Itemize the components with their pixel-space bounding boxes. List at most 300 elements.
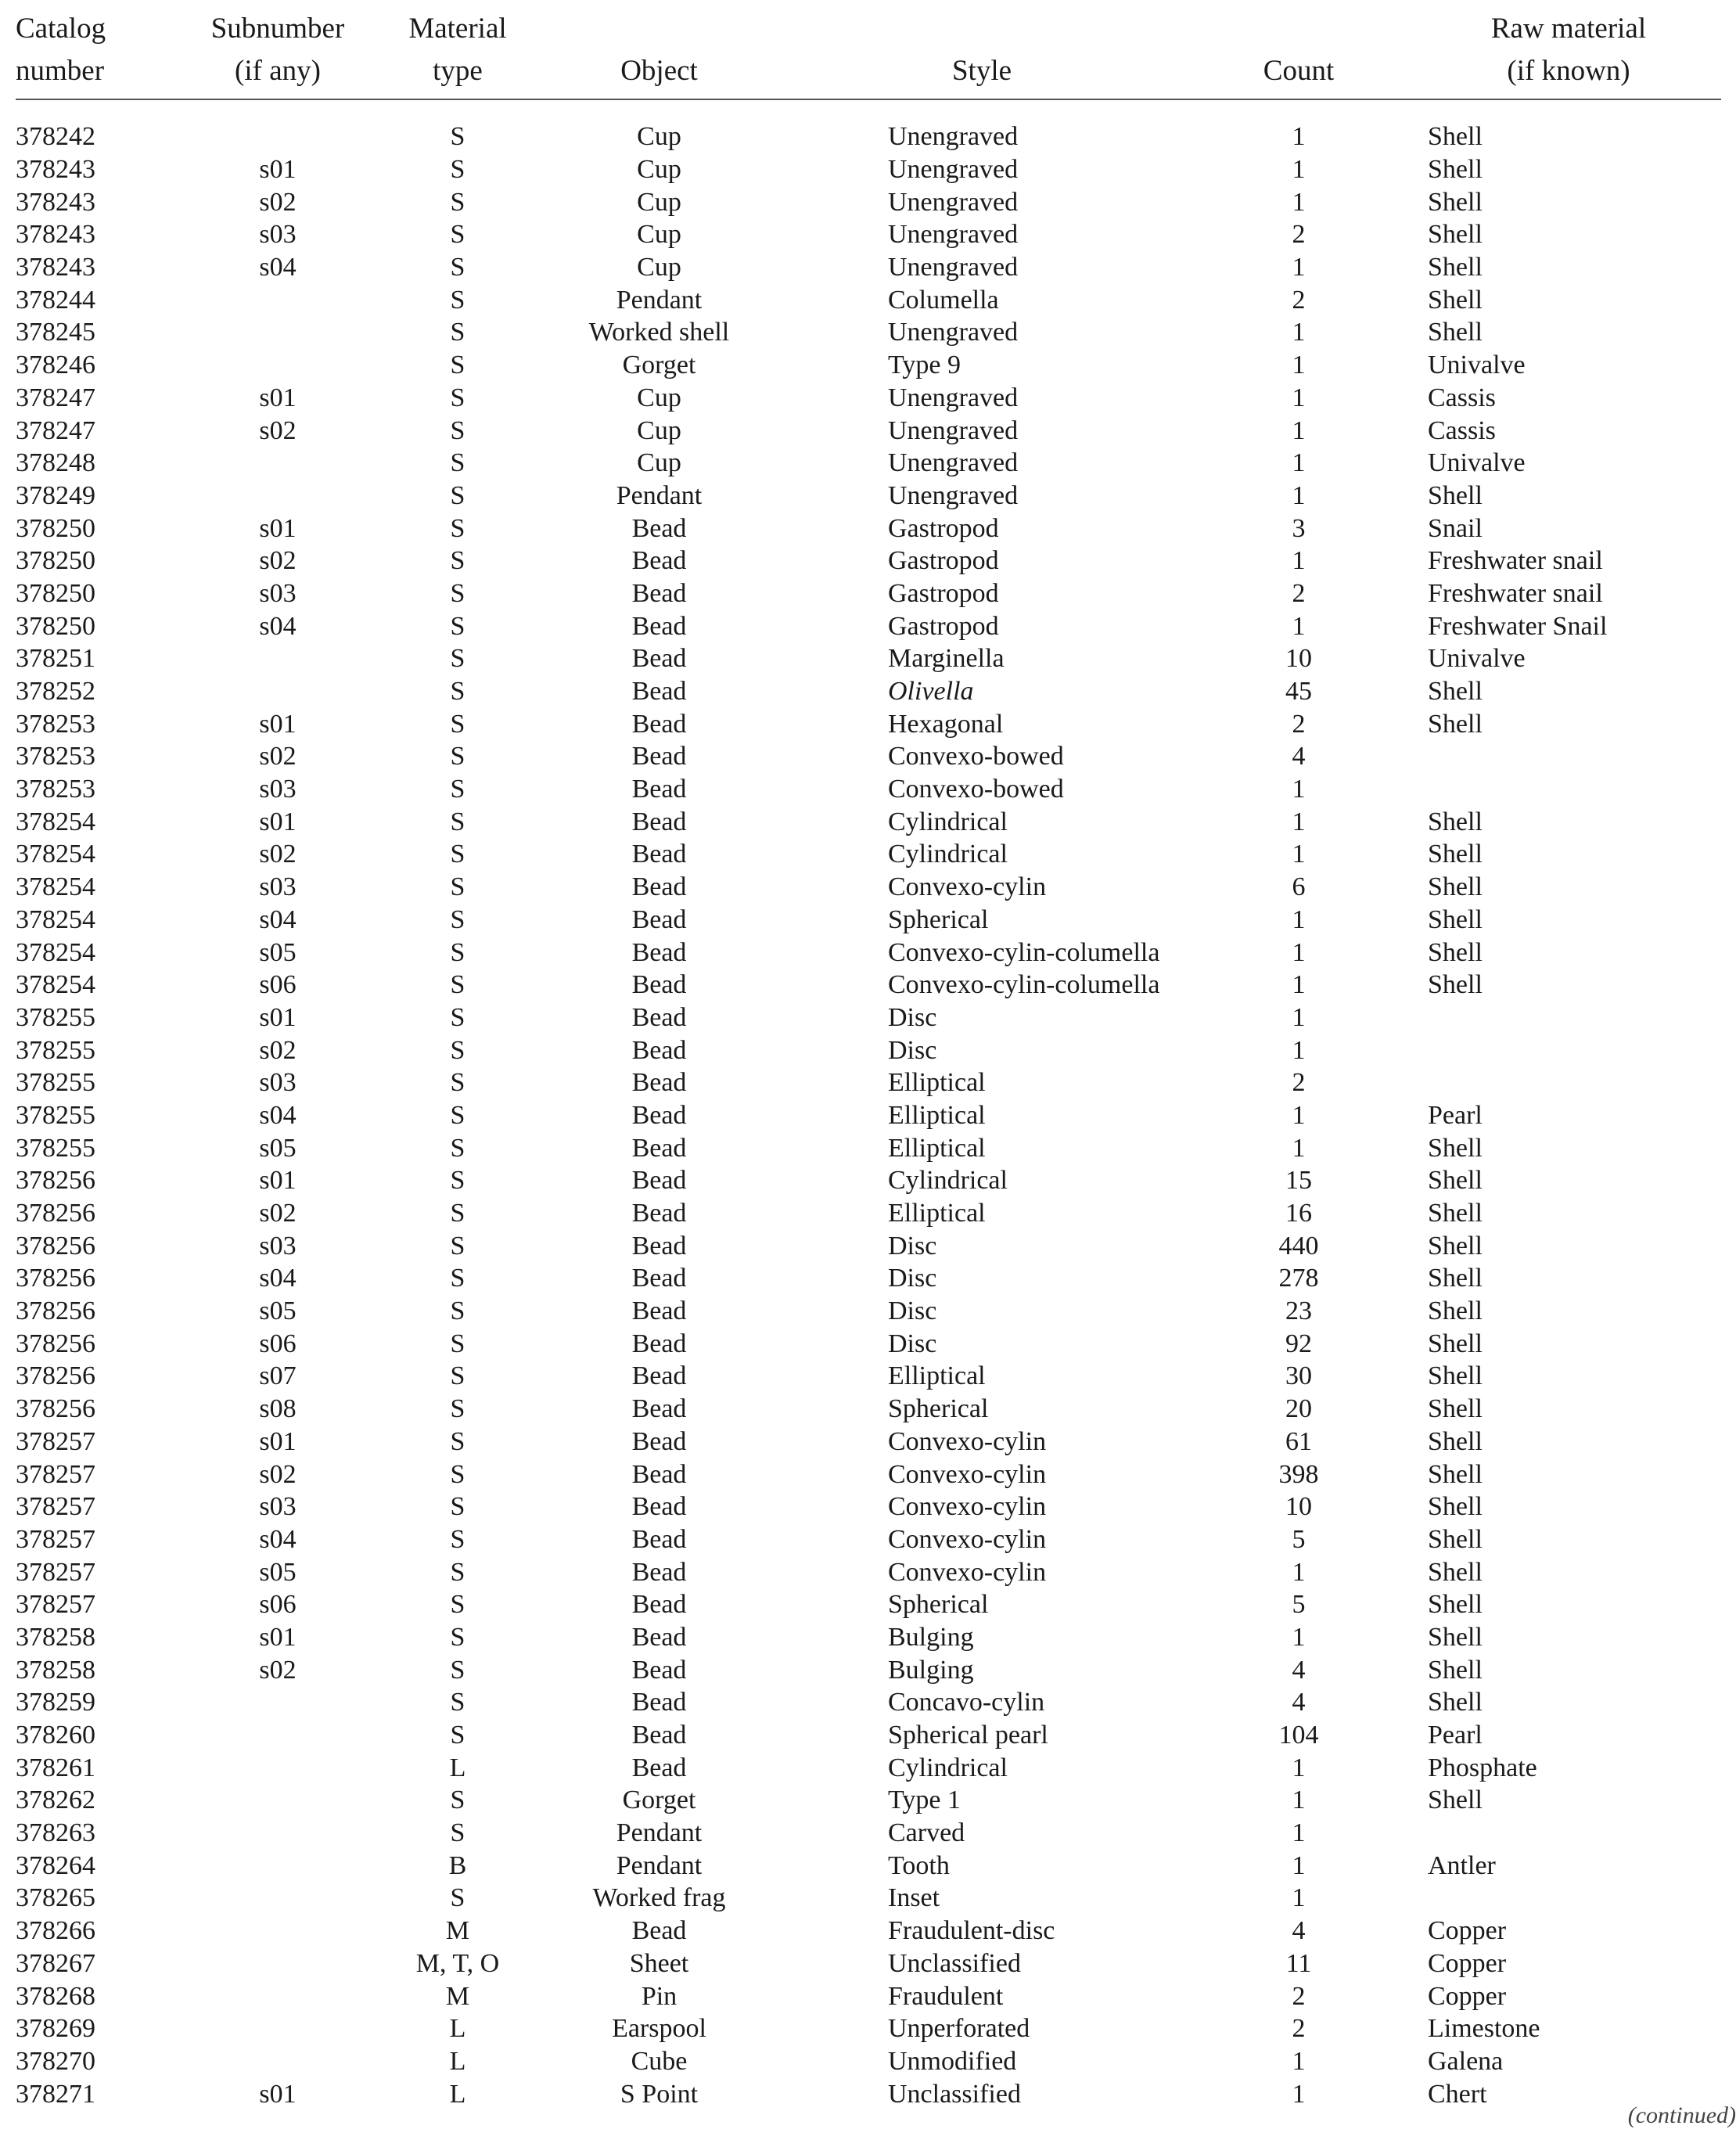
- cell-raw-material: Shell: [1428, 1329, 1483, 1358]
- cell-object: Bead: [631, 677, 687, 707]
- cell-material-type: S: [450, 807, 465, 836]
- table-row: [16, 904, 1721, 937]
- cell-object: Bead: [631, 1035, 687, 1065]
- cell-material-type: S: [450, 611, 465, 641]
- cell-subnumber: [176, 1915, 379, 1947]
- cell-catalog-number: 378256: [16, 1296, 95, 1326]
- cell-style: Unclassified: [888, 1948, 1021, 1978]
- cell-count: 16: [1285, 1199, 1312, 1228]
- cell-style: Unengraved: [888, 155, 1019, 185]
- cell-material-type: S: [450, 872, 465, 902]
- cell-object: Bead: [631, 1590, 687, 1620]
- cell-style: Gastropod: [888, 578, 999, 608]
- cell-subnumber: [176, 1980, 379, 2012]
- cell-count: 1: [1292, 122, 1306, 152]
- cell-subnumber: s06: [259, 970, 297, 1000]
- cell-material-type: S: [450, 775, 465, 804]
- cell-count: 1: [1292, 1850, 1306, 1880]
- cell-count: 1: [1292, 155, 1306, 185]
- table-row: [16, 316, 1721, 349]
- cell-count: 398: [1278, 1459, 1319, 1489]
- cell-object: Bead: [631, 644, 687, 674]
- cell-object: Bead: [631, 709, 687, 739]
- cell-style: Spherical pearl: [888, 1721, 1048, 1750]
- cell-style: Elliptical: [888, 1361, 986, 1391]
- cell-raw-material: Shell: [1428, 1557, 1483, 1587]
- cell-subnumber: [176, 316, 379, 349]
- cell-style: Elliptical: [888, 1199, 986, 1228]
- cell-material-type: S: [450, 415, 465, 445]
- cell-style: Elliptical: [888, 1068, 986, 1098]
- cell-catalog-number: 378250: [16, 578, 95, 608]
- table-row: [16, 1099, 1721, 1132]
- cell-object: Bead: [631, 1721, 687, 1750]
- cell-material-type: B: [448, 1850, 467, 1880]
- cell-catalog-number: 378271: [16, 2079, 95, 2109]
- cell-subnumber: [176, 675, 379, 708]
- cell-object: Gorget: [622, 351, 696, 380]
- cell-object: Bead: [631, 1622, 687, 1652]
- cell-subnumber: s07: [259, 1361, 297, 1391]
- header-material-type: Material type: [379, 8, 536, 99]
- cell-style: Disc: [888, 1035, 937, 1065]
- cell-style: Type 9: [888, 351, 961, 380]
- cell-subnumber: s03: [259, 1231, 297, 1260]
- cell-raw-material: Shell: [1428, 1590, 1483, 1620]
- cell-subnumber: s05: [259, 1133, 297, 1163]
- cell-catalog-number: 378253: [16, 742, 95, 771]
- cell-material-type: S: [450, 970, 465, 1000]
- cell-style: Spherical: [888, 1590, 989, 1620]
- cell-subnumber: [176, 120, 379, 153]
- cell-raw-material: Shell: [1428, 1296, 1483, 1326]
- cell-raw-material: [1416, 773, 1721, 806]
- cell-count: 2: [1292, 1981, 1306, 2011]
- cell-style: Convexo-bowed: [888, 775, 1064, 804]
- cell-subnumber: s03: [259, 775, 297, 804]
- cell-catalog-number: 378243: [16, 253, 95, 282]
- cell-object: Bead: [631, 742, 687, 771]
- cell-raw-material: Copper: [1428, 1981, 1507, 2011]
- cell-object: Bead: [631, 1329, 687, 1358]
- cell-raw-material: Freshwater Snail: [1428, 611, 1608, 641]
- cell-object: Bead: [631, 1394, 687, 1424]
- cell-subnumber: [176, 1849, 379, 1882]
- table-row: [16, 1426, 1721, 1458]
- cell-raw-material: Shell: [1428, 1786, 1483, 1815]
- cell-catalog-number: 378256: [16, 1329, 95, 1358]
- table-row: [16, 349, 1721, 382]
- cell-raw-material: Shell: [1428, 1622, 1483, 1652]
- table-row: [16, 251, 1721, 284]
- table-row: [16, 1295, 1721, 1328]
- table-row: [16, 153, 1721, 186]
- cell-object: Bead: [631, 1753, 687, 1782]
- cell-raw-material: Shell: [1428, 1361, 1483, 1391]
- cell-material-type: S: [450, 1655, 465, 1685]
- table-row: [16, 1393, 1721, 1426]
- cell-material-type: S: [450, 351, 465, 380]
- cell-style: Convexo-cylin: [888, 1524, 1047, 1554]
- cell-subnumber: s01: [259, 155, 297, 185]
- table-row: [16, 1719, 1721, 1752]
- cell-style: Bulging: [888, 1655, 974, 1685]
- cell-material-type: S: [450, 220, 465, 250]
- cell-subnumber: s03: [259, 220, 297, 250]
- cell-catalog-number: 378261: [16, 1753, 95, 1782]
- table-row: [16, 1817, 1721, 1850]
- cell-subnumber: s05: [259, 1296, 297, 1326]
- cell-material-type: S: [450, 1231, 465, 1260]
- cell-object: Earspool: [612, 2014, 706, 2044]
- cell-count: 10: [1285, 1492, 1312, 1522]
- table-row: [16, 871, 1721, 904]
- cell-raw-material: Shell: [1428, 1394, 1483, 1424]
- cell-subnumber: s02: [259, 546, 297, 576]
- cell-subnumber: [176, 349, 379, 382]
- cell-subnumber: s02: [259, 1655, 297, 1685]
- cell-style: Disc: [888, 1231, 937, 1260]
- cell-catalog-number: 378255: [16, 1068, 95, 1098]
- cell-material-type: S: [450, 155, 465, 185]
- cell-catalog-number: 378246: [16, 351, 95, 380]
- cell-object: Worked shell: [588, 318, 730, 347]
- cell-subnumber: s05: [259, 937, 297, 967]
- cell-material-type: S: [450, 1100, 465, 1130]
- cell-count: 2: [1292, 285, 1306, 315]
- cell-style: Tooth: [888, 1850, 950, 1880]
- cell-material-type: S: [450, 742, 465, 771]
- cell-material-type: S: [450, 1524, 465, 1554]
- cell-count: 92: [1285, 1329, 1312, 1358]
- cell-style: Elliptical: [888, 1133, 986, 1163]
- cell-object: Bead: [631, 1068, 687, 1098]
- cell-catalog-number: 378243: [16, 187, 95, 217]
- cell-catalog-number: 378251: [16, 644, 95, 674]
- cell-style: Unengraved: [888, 253, 1019, 282]
- cell-count: 278: [1278, 1264, 1319, 1293]
- cell-catalog-number: 378257: [16, 1459, 95, 1489]
- cell-count: 1: [1292, 187, 1306, 217]
- table-row: [16, 805, 1721, 838]
- cell-style: Unclassified: [888, 2079, 1021, 2109]
- table-row: [16, 1262, 1721, 1295]
- cell-count: 6: [1292, 872, 1306, 902]
- cell-material-type: S: [450, 677, 465, 707]
- cell-raw-material: Univalve: [1428, 448, 1526, 478]
- cell-material-type: S: [450, 383, 465, 412]
- cell-raw-material: Shell: [1428, 937, 1483, 967]
- cell-material-type: S: [450, 1459, 465, 1489]
- table-row: [16, 545, 1721, 577]
- cell-count: 1: [1292, 480, 1306, 510]
- cell-count: 30: [1285, 1361, 1312, 1391]
- cell-count: 1: [1292, 415, 1306, 445]
- cell-material-type: S: [450, 1590, 465, 1620]
- cell-material-type: S: [450, 546, 465, 576]
- cell-subnumber: s03: [259, 872, 297, 902]
- table-row: [16, 1002, 1721, 1034]
- cell-subnumber: s03: [259, 578, 297, 608]
- cell-catalog-number: 378257: [16, 1524, 95, 1554]
- cell-catalog-number: 378262: [16, 1786, 95, 1815]
- cell-subnumber: s01: [259, 1426, 297, 1456]
- cell-object: Bead: [631, 1426, 687, 1456]
- table-row: [16, 218, 1721, 251]
- cell-count: 1: [1292, 1133, 1306, 1163]
- cell-catalog-number: 378259: [16, 1688, 95, 1717]
- cell-object: Bead: [631, 1296, 687, 1326]
- cell-count: 1: [1292, 970, 1306, 1000]
- cell-material-type: S: [450, 285, 465, 315]
- cell-style: Gastropod: [888, 611, 999, 641]
- cell-object: Bead: [631, 1133, 687, 1163]
- cell-catalog-number: 378264: [16, 1850, 95, 1880]
- table-row: [16, 1555, 1721, 1588]
- cell-style: Olivella: [888, 677, 974, 707]
- cell-raw-material: Antler: [1428, 1850, 1496, 1880]
- cell-object: Bead: [631, 1199, 687, 1228]
- cell-subnumber: s01: [259, 1002, 297, 1032]
- cell-catalog-number: 378243: [16, 155, 95, 185]
- cell-subnumber: s06: [259, 1329, 297, 1358]
- cell-catalog-number: 378256: [16, 1231, 95, 1260]
- cell-material-type: S: [450, 1818, 465, 1848]
- header-object: Object: [536, 8, 782, 99]
- cell-count: 11: [1285, 1948, 1312, 1978]
- cell-material-type: S: [450, 1883, 465, 1913]
- cell-catalog-number: 378255: [16, 1035, 95, 1065]
- cell-object: Cup: [637, 122, 681, 152]
- cell-count: 5: [1292, 1524, 1306, 1554]
- cell-count: 1: [1292, 904, 1306, 934]
- cell-object: Cup: [637, 155, 681, 185]
- cell-material-type: S: [450, 937, 465, 967]
- cell-catalog-number: 378258: [16, 1622, 95, 1652]
- cell-catalog-number: 378252: [16, 677, 95, 707]
- cell-count: 1: [1292, 1883, 1306, 1913]
- cell-raw-material: Copper: [1428, 1916, 1507, 1946]
- table-row: [16, 936, 1721, 969]
- cell-raw-material: Shell: [1428, 904, 1483, 934]
- table-row: [16, 120, 1721, 153]
- cell-count: 1: [1292, 318, 1306, 347]
- cell-object: Bead: [631, 840, 687, 869]
- cell-material-type: S: [450, 1035, 465, 1065]
- cell-style: Disc: [888, 1296, 937, 1326]
- cell-catalog-number: 378254: [16, 970, 95, 1000]
- cell-material-type: S: [450, 1264, 465, 1293]
- cell-raw-material: Shell: [1428, 872, 1483, 902]
- cell-raw-material: [1416, 1817, 1721, 1850]
- cell-raw-material: Shell: [1428, 1688, 1483, 1717]
- cell-subnumber: [176, 1719, 379, 1752]
- table-row: [16, 1915, 1721, 1947]
- cell-material-type: S: [450, 318, 465, 347]
- cell-material-type: L: [449, 1753, 466, 1782]
- cell-raw-material: Cassis: [1428, 415, 1496, 445]
- cell-raw-material: Univalve: [1428, 644, 1526, 674]
- header-style: Style: [782, 8, 1181, 99]
- cell-count: 1: [1292, 1002, 1306, 1032]
- cell-raw-material: [1416, 1882, 1721, 1915]
- cell-material-type: S: [450, 253, 465, 282]
- cell-style: Disc: [888, 1264, 937, 1293]
- cell-raw-material: Shell: [1428, 677, 1483, 707]
- cell-object: Bead: [631, 1264, 687, 1293]
- table-row: [16, 642, 1721, 675]
- cell-object: Sheet: [629, 1948, 689, 1978]
- cell-material-type: M: [445, 1981, 470, 2011]
- cell-count: 1: [1292, 2046, 1306, 2076]
- cell-catalog-number: 378265: [16, 1883, 95, 1913]
- header-raw-material: Raw material (if known): [1416, 8, 1721, 99]
- cell-raw-material: Pearl: [1428, 1721, 1483, 1750]
- cell-catalog-number: 378254: [16, 937, 95, 967]
- cell-subnumber: [176, 1817, 379, 1850]
- table-row: [16, 773, 1721, 806]
- cell-object: Pendant: [616, 1818, 703, 1848]
- cell-catalog-number: 378256: [16, 1166, 95, 1196]
- cell-subnumber: [176, 2012, 379, 2045]
- table-row: [16, 2012, 1721, 2045]
- cell-count: 20: [1285, 1394, 1312, 1424]
- cell-object: Bead: [631, 611, 687, 641]
- table-body: [16, 120, 1721, 2110]
- cell-raw-material: Shell: [1428, 1524, 1483, 1554]
- cell-count: 23: [1285, 1296, 1312, 1326]
- cell-material-type: S: [450, 1166, 465, 1196]
- cell-catalog-number: 378250: [16, 546, 95, 576]
- cell-object: Cube: [631, 2046, 688, 2076]
- cell-raw-material: [1416, 740, 1721, 773]
- cell-material-type: M, T, O: [415, 1948, 500, 1978]
- cell-subnumber: s02: [259, 840, 297, 869]
- cell-object: Bead: [631, 1002, 687, 1032]
- cell-material-type: S: [450, 1557, 465, 1587]
- cell-material-type: S: [450, 1786, 465, 1815]
- table-row: [16, 447, 1721, 480]
- cell-object: Bead: [631, 1231, 687, 1260]
- cell-material-type: S: [450, 1361, 465, 1391]
- cell-subnumber: s01: [259, 1622, 297, 1652]
- cell-style: Disc: [888, 1002, 937, 1032]
- cell-style: Unmodified: [888, 2046, 1017, 2076]
- cell-count: 1: [1292, 611, 1306, 641]
- cell-style: Unengraved: [888, 480, 1019, 510]
- cell-catalog-number: 378243: [16, 220, 95, 250]
- cell-catalog-number: 378267: [16, 1948, 95, 1978]
- cell-raw-material: Shell: [1428, 318, 1483, 347]
- cell-style: Spherical: [888, 904, 989, 934]
- cell-material-type: L: [449, 2079, 466, 2109]
- table-row: [16, 1849, 1721, 1882]
- cell-catalog-number: 378263: [16, 1818, 95, 1848]
- cell-subnumber: [176, 1784, 379, 1817]
- cell-style: Cylindrical: [888, 840, 1008, 869]
- cell-material-type: S: [450, 480, 465, 510]
- table-row: [16, 1131, 1721, 1164]
- cell-object: Bead: [631, 546, 687, 576]
- cell-style: Convexo-cylin-columella: [888, 937, 1160, 967]
- cell-object: S Point: [620, 2079, 699, 2109]
- table-row: [16, 1034, 1721, 1066]
- cell-style: Gastropod: [888, 546, 999, 576]
- cell-style: Unengraved: [888, 448, 1019, 478]
- cell-count: 4: [1292, 1688, 1306, 1717]
- cell-count: 5: [1292, 1590, 1306, 1620]
- cell-raw-material: Snail: [1428, 513, 1483, 543]
- cell-subnumber: s01: [259, 2079, 297, 2109]
- cell-raw-material: Shell: [1428, 187, 1483, 217]
- cell-raw-material: Shell: [1428, 1166, 1483, 1196]
- cell-style: Convexo-cylin: [888, 1492, 1047, 1522]
- cell-raw-material: Shell: [1428, 970, 1483, 1000]
- cell-material-type: S: [450, 904, 465, 934]
- cell-catalog-number: 378254: [16, 904, 95, 934]
- cell-style: Unengraved: [888, 383, 1019, 412]
- cell-count: 1: [1292, 351, 1306, 380]
- cell-count: 440: [1278, 1231, 1319, 1260]
- cell-material-type: S: [450, 1721, 465, 1750]
- cell-catalog-number: 378258: [16, 1655, 95, 1685]
- cell-object: Bead: [631, 1492, 687, 1522]
- cell-raw-material: Shell: [1428, 480, 1483, 510]
- cell-raw-material: [1416, 1066, 1721, 1099]
- cell-material-type: S: [450, 1329, 465, 1358]
- cell-count: 1: [1292, 1622, 1306, 1652]
- cell-count: 2: [1292, 1068, 1306, 1098]
- cell-style: Convexo-cylin: [888, 1426, 1047, 1456]
- cell-catalog-number: 378257: [16, 1426, 95, 1456]
- cell-subnumber: s01: [259, 383, 297, 412]
- table-row: [16, 185, 1721, 218]
- cell-style: Spherical: [888, 1394, 989, 1424]
- table-row: [16, 283, 1721, 316]
- cell-material-type: L: [449, 2046, 466, 2076]
- table-row: [16, 512, 1721, 545]
- cell-subnumber: [176, 1686, 379, 1719]
- cell-material-type: S: [450, 1002, 465, 1032]
- cell-subnumber: [176, 283, 379, 316]
- cell-count: 3: [1292, 513, 1306, 543]
- cell-catalog-number: 378254: [16, 807, 95, 836]
- cell-subnumber: s04: [259, 253, 297, 282]
- cell-subnumber: [176, 447, 379, 480]
- cell-material-type: S: [450, 1394, 465, 1424]
- table-row: [16, 838, 1721, 871]
- cell-style: Type 1: [888, 1786, 961, 1815]
- cell-catalog-number: 378250: [16, 611, 95, 641]
- cell-count: 1: [1292, 448, 1306, 478]
- cell-style: Columella: [888, 285, 999, 315]
- cell-count: 1: [1292, 253, 1306, 282]
- cell-subnumber: s01: [259, 807, 297, 836]
- cell-style: Disc: [888, 1329, 937, 1358]
- cell-material-type: S: [450, 513, 465, 543]
- cell-raw-material: Galena: [1428, 2046, 1504, 2076]
- cell-style: Convexo-bowed: [888, 742, 1064, 771]
- cell-count: 1: [1292, 1100, 1306, 1130]
- cell-catalog-number: 378268: [16, 1981, 95, 2011]
- cell-style: Unengraved: [888, 187, 1019, 217]
- cell-raw-material: Cassis: [1428, 383, 1496, 412]
- cell-object: Cup: [637, 220, 681, 250]
- cell-catalog-number: 378257: [16, 1590, 95, 1620]
- cell-raw-material: Limestone: [1428, 2014, 1540, 2044]
- cell-material-type: S: [450, 1426, 465, 1456]
- cell-catalog-number: 378250: [16, 513, 95, 543]
